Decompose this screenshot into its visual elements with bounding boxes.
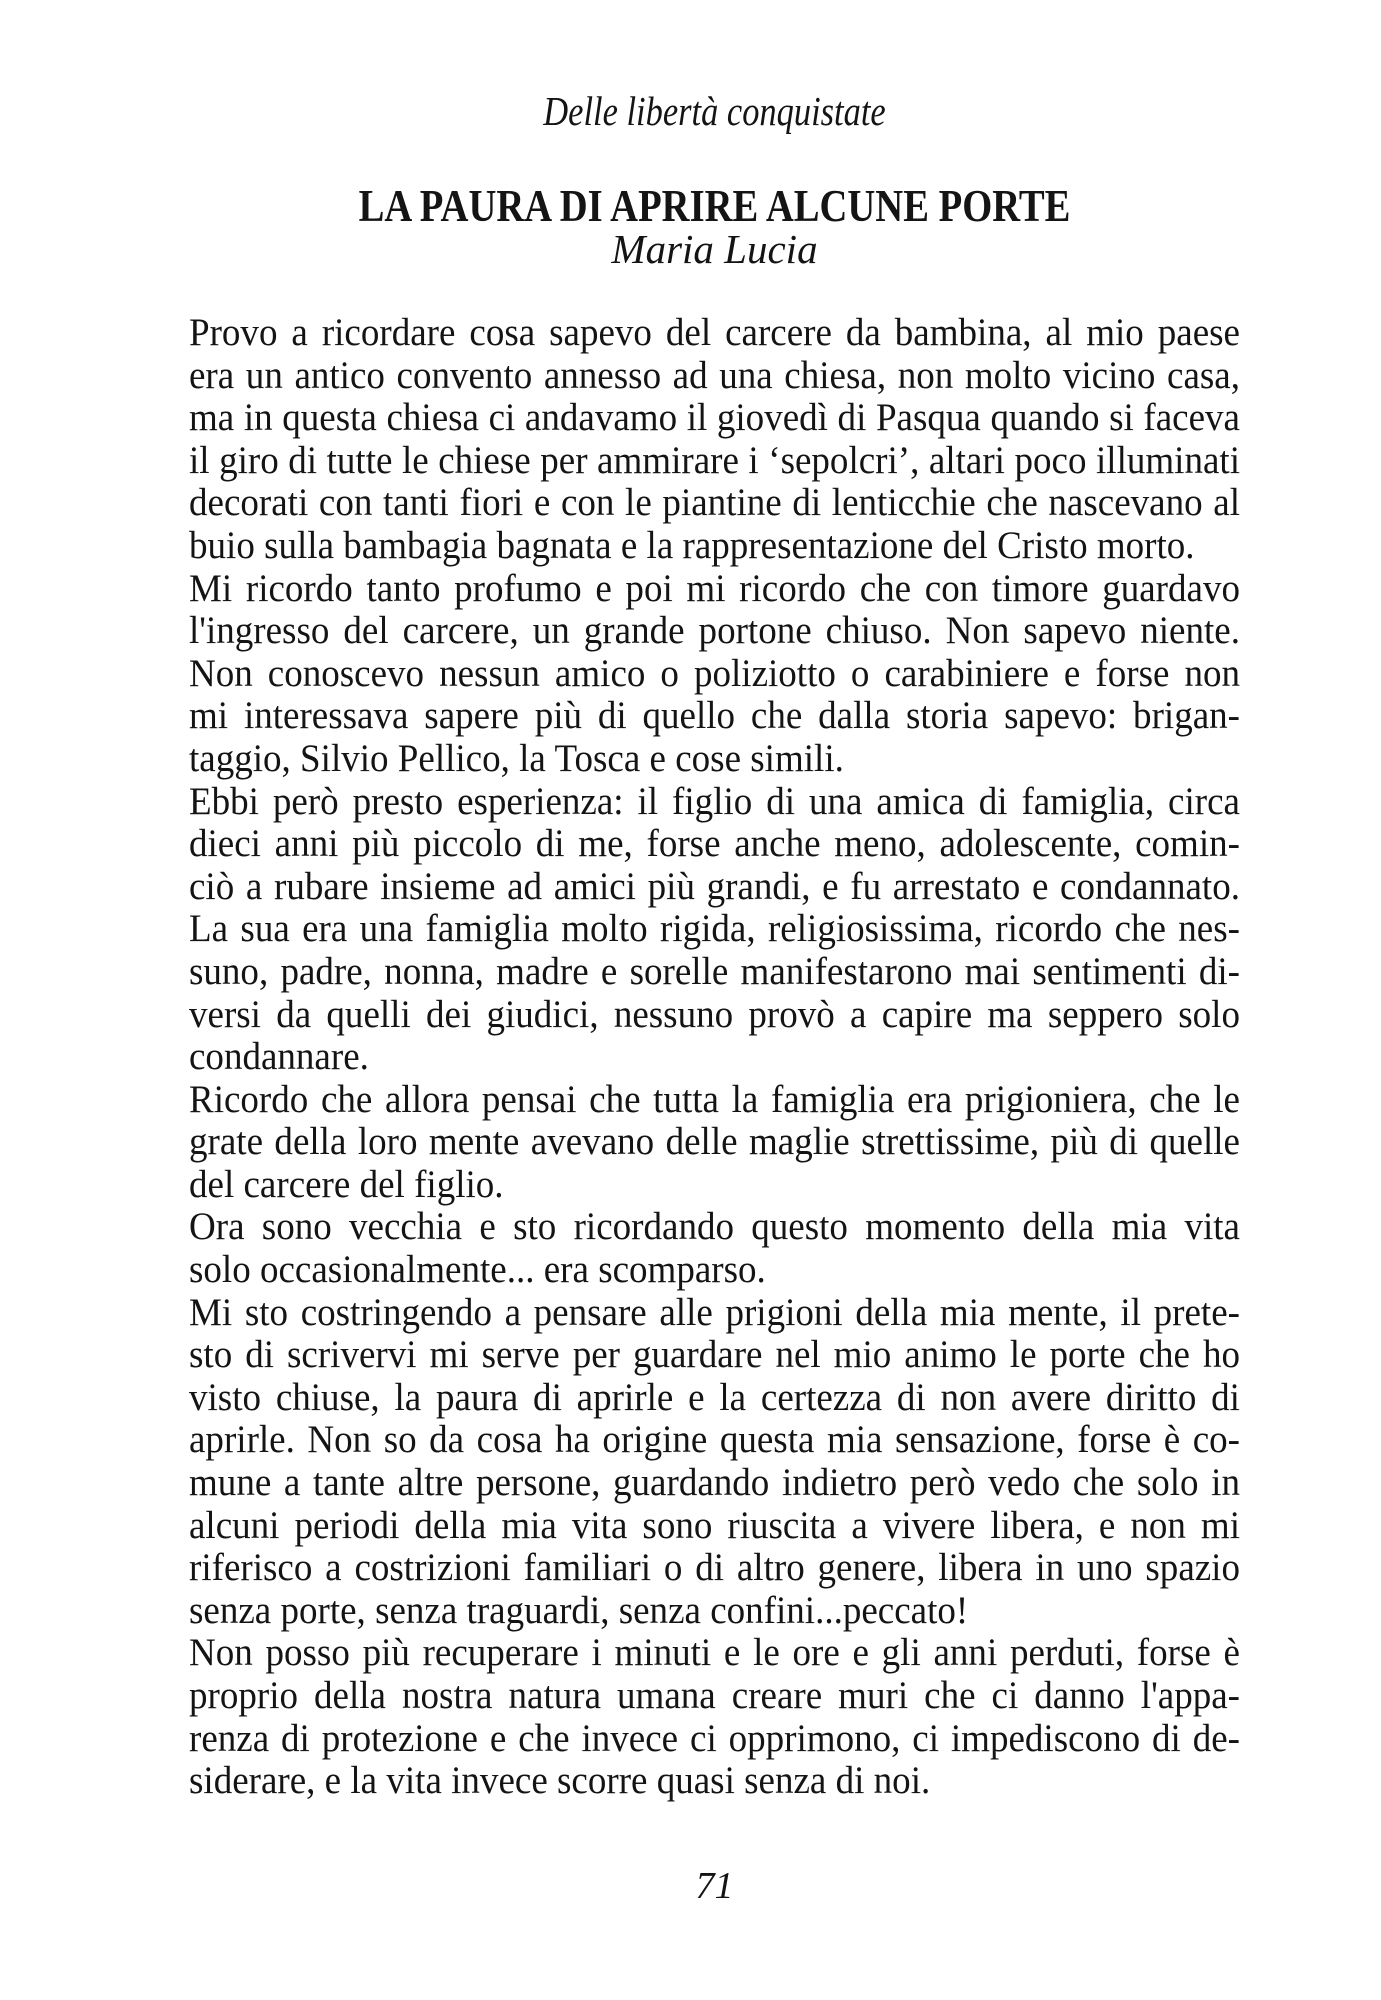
body-line: ma in questa chiesa ci andavamo il giovedì di Pasqua quando si faceva: [189, 396, 1240, 440]
body-line: mune a tante altre persone, guardando indietro però vedo che solo in: [189, 1461, 1240, 1505]
page-number: 71: [695, 1865, 734, 1907]
body-line: versi da quelli dei giudici, nessuno provò a capire ma seppero solo: [189, 992, 1240, 1036]
running-header: Delle libertà conquistate: [543, 88, 886, 134]
chapter-title: LA PAURA DI APRIRE ALCUNE PORTE: [358, 180, 1071, 231]
body-line: condannare.: [189, 1035, 369, 1079]
body-line: Ebbi però presto esperienza: il figlio di una amica di famiglia, circa: [189, 779, 1240, 823]
body-line: grate della loro mente avevano delle maglie strettissime, più di quelle: [189, 1120, 1240, 1164]
body-line: solo occasionalmente... era scomparso.: [189, 1248, 766, 1292]
body-line: decorati con tanti fiori e con le piantine di lenticchie che nascevano al: [189, 481, 1240, 525]
body-line: siderare, e la vita invece scorre quasi senza di noi.: [189, 1759, 931, 1803]
body-line: sto di scrivervi mi serve per guardare nel mio animo le porte che ho: [189, 1333, 1240, 1377]
body-text: [189, 312, 1240, 1803]
body-line: mi interessava sapere più di quello che dalla storia sapevo: brigan-: [189, 694, 1240, 738]
body-line: del carcere del figlio.: [189, 1162, 504, 1206]
body-line: proprio della nostra natura umana creare muri che ci danno l'appa-: [189, 1674, 1240, 1717]
body-line: Ora sono vecchia e sto ricordando questo momento della mia vita: [189, 1205, 1240, 1249]
body-line: buio sulla bambagia bagnata e la rappresentazione del Cristo morto.: [189, 523, 1195, 567]
body-line: renza di protezione e che invece ci opprimono, ci impediscono di de-: [189, 1716, 1240, 1760]
body-line: visto chiuse, la paura di aprirle e la certezza di non avere diritto di: [189, 1375, 1240, 1419]
body-line: Mi sto costringendo a pensare alle prigioni della mia mente, il prete-: [189, 1290, 1240, 1334]
body-line: dieci anni più piccolo di me, forse anche meno, adolescente, comin-: [189, 822, 1240, 866]
body-line: senza porte, senza traguardi, senza confini...peccato!: [189, 1588, 969, 1632]
body-line: Provo a ricordare cosa sapevo del carcere da bambina, al mio paese: [189, 311, 1240, 354]
chapter-author: Maria Lucia: [611, 226, 818, 272]
body-line: suno, padre, nonna, madre e sorelle manifestarono mai sentimenti di-: [189, 949, 1240, 993]
body-line: l'ingresso del carcere, un grande portone chiuso. Non sapevo niente.: [189, 609, 1240, 653]
body-line: Ricordo che allora pensai che tutta la famiglia era prigioniera, che le: [189, 1077, 1240, 1121]
body-line: Mi ricordo tanto profumo e poi mi ricordo che con timore guardavo: [189, 566, 1240, 610]
body-line: aprirle. Non so da cosa ha origine questa mia sensazione, forse è co-: [189, 1418, 1240, 1462]
body-line: ciò a rubare insieme ad amici più grandi, e fu arrestato e condannato.: [189, 864, 1240, 908]
body-line: La sua era una famiglia molto rigida, religiosissima, ricordo che nes-: [189, 907, 1240, 951]
body-line: Non posso più recuperare i minuti e le ore e gli anni perduti, forse è: [189, 1631, 1240, 1675]
body-line: taggio, Silvio Pellico, la Tosca e cose simili.: [189, 736, 844, 780]
body-line: era un antico convento annesso ad una chiesa, non molto vicino casa,: [189, 353, 1240, 397]
body-line: alcuni periodi della mia vita sono riuscita a vivere libera, e non mi: [189, 1503, 1240, 1547]
body-line: il giro di tutte le chiese per ammirare i ‘sepolcri’, altari poco illuminati: [189, 438, 1240, 482]
body-line: riferisco a costrizioni familiari o di altro genere, libera in uno spazio: [189, 1546, 1240, 1590]
body-line: Non conoscevo nessun amico o poliziotto o carabiniere e forse non: [189, 651, 1240, 695]
